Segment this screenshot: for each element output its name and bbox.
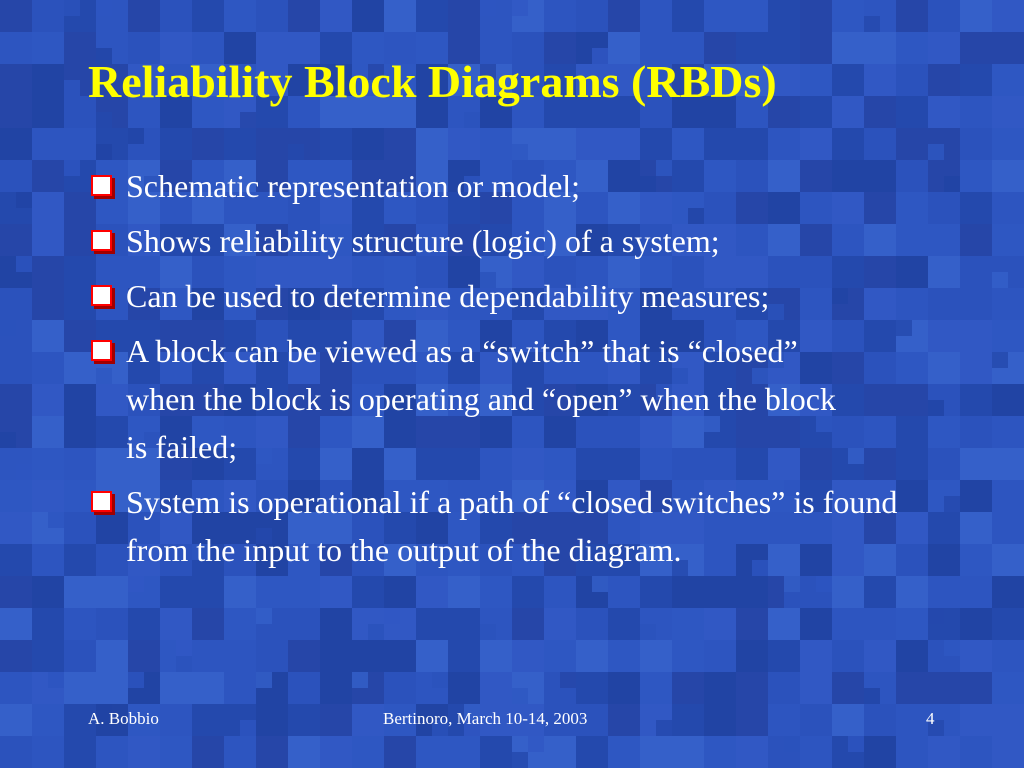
page-number: 4 — [926, 709, 935, 728]
bullet-list — [88, 162, 968, 581]
bullet-text: System is operational if a path of “closed switches” is found from the input to the output of the diagram. — [126, 484, 898, 568]
square-bullet-icon — [91, 175, 112, 196]
bullet-item — [88, 478, 968, 574]
bullet-item — [88, 327, 968, 471]
square-bullet-icon — [91, 285, 112, 306]
square-bullet-icon — [91, 340, 112, 361]
square-bullet-icon — [91, 491, 112, 512]
bullet-text: Shows reliability structure (logic) of a system; — [126, 223, 720, 259]
bullet-item — [88, 217, 968, 265]
bullet-text: A block can be viewed as a “switch” that is “closed” when the block is operating and “open” when the block is failed; — [126, 333, 836, 465]
footer-event: Bertinoro, March 10-14, 2003 — [383, 709, 588, 728]
square-bullet-icon — [91, 230, 112, 251]
bullet-text: Schematic representation or model; — [126, 168, 581, 204]
bullet-text: Can be used to determine dependability measures; — [126, 278, 770, 314]
slide-title: Reliability Block Diagrams (RBDs) — [88, 56, 777, 107]
bullet-item — [88, 162, 968, 210]
bullet-item — [88, 272, 968, 320]
footer-author: A. Bobbio — [88, 709, 159, 728]
